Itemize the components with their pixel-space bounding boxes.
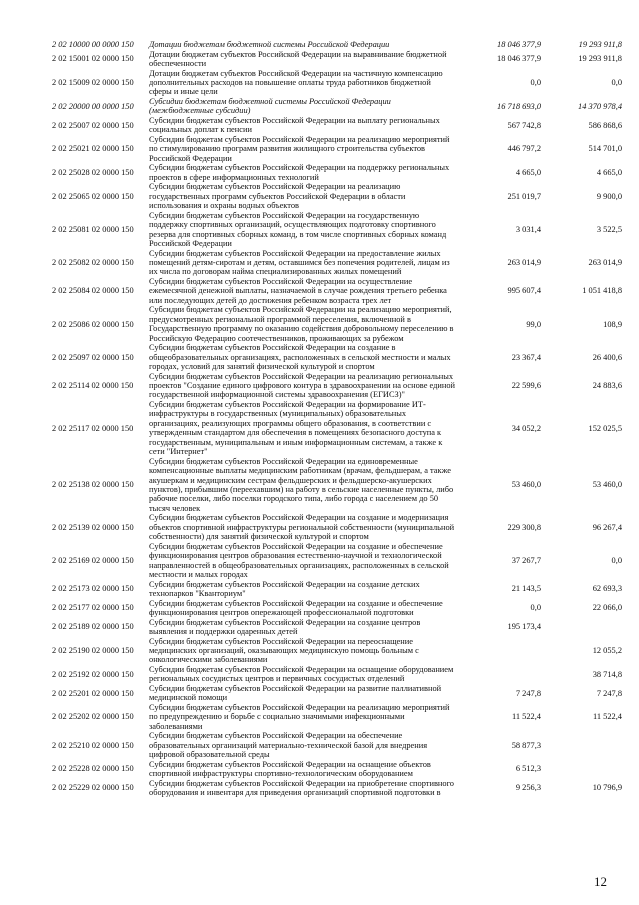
value-year-2-cell: 19 293 911,8 — [578, 54, 622, 64]
revenue-table-body — [52, 40, 622, 798]
table-row — [52, 305, 622, 343]
table-row — [52, 637, 622, 665]
budget-code-cell: 2 02 25177 02 0000 150 — [52, 603, 134, 613]
budget-code-cell: 2 02 25173 02 0000 150 — [52, 584, 134, 594]
budget-code-cell: 2 02 25202 02 0000 150 — [52, 712, 134, 722]
page-number: 12 — [594, 874, 607, 889]
value-year-2-cell: 0,0 — [611, 555, 622, 565]
budget-code-cell: 2 02 10000 00 0000 150 — [52, 40, 134, 49]
table-row — [52, 731, 622, 759]
table-row — [52, 665, 622, 684]
budget-code-cell: 2 02 25117 02 0000 150 — [52, 423, 134, 433]
revenue-name-cell: Дотации бюджетам субъектов Российской Федерации на частичную компенсацию дополнительных расходов на повышение оплаты труда работников бюджетной сферы и иные цели — [149, 68, 443, 97]
value-year-1-cell: 995 607,4 — [507, 286, 541, 296]
revenue-name-cell: Субсидии бюджетам субъектов Российской Федерации на переоснащение медицинских организаций, оказывающих медицинскую помощь больным с онкологическими заболеваниями — [149, 636, 419, 665]
table-row — [52, 779, 622, 798]
value-year-2-cell: 22 066,0 — [592, 603, 622, 613]
value-year-1-cell: 21 143,5 — [511, 584, 541, 594]
value-year-2-cell: 14 370 978,4 — [578, 101, 622, 111]
table-row — [52, 513, 622, 541]
table-row — [52, 760, 622, 779]
table-row — [52, 249, 622, 277]
revenue-name-cell: Субсидии бюджетам субъектов Российской Федерации на единовременные компенсационные выплаты медицинским работникам (врачам, фельдшерам, а также акушеркам и медицинским сестрам фельдшерских и фельдшерско-акушерских пунктов), прибывшим (переехавшим) на работу в сельские населенные пункты, либо рабочие поселки, либо поселки городского типа, либо города с населением до 50 тысяч человек — [149, 456, 454, 513]
value-year-1-cell: 53 460,0 — [511, 480, 541, 490]
table-row — [52, 135, 622, 163]
value-year-2-cell: 62 693,3 — [592, 584, 622, 594]
value-year-2-cell: 7 247,8 — [596, 688, 622, 698]
budget-code-cell: 2 02 15009 02 0000 150 — [52, 78, 134, 87]
revenue-name-cell: Субсидии бюджетам субъектов Российской Федерации на государственную поддержку спортивных организаций, осуществляющих подготовку спортивного резерва для спортивных сборных команд, в том числе спортивных сборных команд Российской Федерации — [149, 210, 447, 249]
budget-code-cell: 2 02 25138 02 0000 150 — [52, 480, 134, 490]
revenue-name-cell: Субсидии бюджетам субъектов Российской Федерации на реализацию мероприятий по предупреждению и борьбе с социально значимыми инфекционными заболеваниями — [149, 702, 450, 731]
value-year-1-cell: 37 267,7 — [511, 555, 541, 565]
revenue-name-cell: Субсидии бюджетам субъектов Российской Федерации на создание центров выявления и поддержки одаренных детей — [149, 617, 421, 636]
budget-code-cell: 2 02 25021 02 0000 150 — [52, 144, 134, 154]
revenue-name-cell: Субсидии бюджетам субъектов Российской Федерации на создание детских технопарков "Кванториум" — [149, 579, 420, 598]
budget-code-cell: 2 02 25210 02 0000 150 — [52, 740, 134, 750]
table-row — [52, 69, 622, 97]
revenue-name-cell: Субсидии бюджетам субъектов Российской Федерации на выплату региональных социальных доплат к пенсии — [149, 116, 440, 135]
revenue-table — [52, 40, 622, 798]
value-year-1-cell: 0,0 — [530, 78, 541, 87]
value-year-2-cell: 514 701,0 — [588, 144, 622, 154]
value-year-2-cell: 53 460,0 — [592, 480, 622, 490]
table-row — [52, 599, 622, 618]
value-year-2-cell — [541, 618, 622, 637]
revenue-name-cell: Субсидии бюджетам субъектов Российской Федерации на поддержку региональных проектов в сфере информационных технологий — [149, 163, 450, 182]
value-year-2-cell: 12 055,2 — [592, 645, 622, 655]
budget-code-cell: 2 02 25097 02 0000 150 — [52, 352, 134, 362]
budget-code-cell: 2 02 25228 02 0000 150 — [52, 764, 134, 774]
budget-revenue-sheet — [52, 40, 622, 798]
value-year-1-cell: 16 718 693,0 — [497, 101, 541, 111]
budget-code-cell: 2 02 25190 02 0000 150 — [52, 645, 134, 655]
revenue-name-cell: Субсидии бюджетам субъектов Российской Федерации на создание и модернизация объектов спортивной инфраструктуры региональной собственности (муниципальной собственности) для занятий физической культурой и спортом — [149, 513, 455, 542]
value-year-1-cell — [459, 665, 541, 684]
value-year-1-cell: 4 665,0 — [515, 168, 541, 178]
value-year-1-cell: 446 797,2 — [507, 144, 541, 154]
value-year-2-cell: 96 267,4 — [592, 522, 622, 532]
table-row — [52, 400, 622, 457]
value-year-2-cell: 24 883,6 — [592, 381, 622, 391]
value-year-2-cell: 263 014,9 — [588, 258, 622, 268]
value-year-2-cell: 0,0 — [611, 78, 622, 87]
budget-code-cell: 2 02 25192 02 0000 150 — [52, 669, 134, 679]
revenue-name-cell: Субсидии бюджетам субъектов Российской Федерации на развитие паллиативной медицинской помощи — [149, 683, 442, 703]
revenue-name-cell: Субсидии бюджетам субъектов Российской Федерации на реализацию региональных проектов "Создание единого цифрового контура в здравоохранении на основе единой государственной информационной системы здравоохранения (ЕГИСЗ)" — [149, 371, 456, 400]
value-year-1-cell: 229 300,8 — [507, 522, 541, 532]
value-year-1-cell: 263 014,9 — [507, 258, 541, 268]
value-year-2-cell: 9 900,0 — [596, 191, 622, 201]
table-row — [52, 372, 622, 400]
revenue-name-cell: Субсидии бюджетам субъектов Российской Федерации на обеспечение образовательных организаций материально-технической базой для внедрения цифровой образовательной среды — [149, 731, 428, 760]
value-year-2-cell: 11 522,4 — [592, 712, 622, 722]
revenue-name-cell: Субсидии бюджетам субъектов Российской Федерации на формирование ИТ-инфраструктуры в государственных (муниципальных) образовательных организациях, реализующих программы общего образования, в соответствии с утвержденным стандартом для обеспечения в помещениях безопасного доступа к государственным, муниципальным и иным информационным системам, а также к сети "Интернет" — [149, 400, 443, 457]
budget-code-cell: 2 02 25139 02 0000 150 — [52, 522, 134, 532]
value-year-1-cell: 9 256,3 — [515, 783, 541, 793]
value-year-2-cell: 38 714,8 — [592, 669, 622, 679]
value-year-2-cell: 19 293 911,8 — [578, 40, 622, 49]
revenue-name-cell: Субсидии бюджетам субъектов Российской Федерации на осуществление ежемесячной денежной выплаты, назначаемой в случае рождения третьего ребенка или последующих детей до достижения ребенком возраста трех лет — [149, 277, 447, 305]
table-row — [52, 703, 622, 731]
budget-code-cell: 2 02 25082 02 0000 150 — [52, 258, 134, 268]
value-year-1-cell: 99,0 — [526, 319, 541, 329]
table-row — [52, 50, 622, 69]
budget-code-cell: 2 02 25189 02 0000 150 — [52, 622, 134, 632]
revenue-name-cell: Субсидии бюджетам субъектов Российской Федерации на оснащение объектов спортивной инфраструктуры спортивно-технологическим оборудованием — [149, 759, 431, 779]
revenue-name-cell: Субсидии бюджетам субъектов Российской Федерации на приобретение спортивного оборудования и инвентаря для приведения организаций спортивной подготовки в — [149, 778, 454, 798]
table-row — [52, 163, 622, 182]
value-year-1-cell: 251 019,7 — [507, 191, 541, 201]
revenue-name-cell: Дотации бюджетам субъектов Российской Федерации на выравнивание бюджетной обеспеченности — [149, 49, 447, 68]
table-row — [52, 618, 622, 637]
value-year-2-cell: 586 868,6 — [588, 120, 622, 130]
revenue-name-cell: Субсидии бюджетам субъектов Российской Федерации на создание в общеобразовательных организациях, расположенных в сельской местности и малых городах, условий для занятий физической культурой и спортом — [149, 343, 451, 372]
table-row — [52, 182, 622, 210]
budget-code-cell: 2 02 25081 02 0000 150 — [52, 224, 134, 234]
revenue-name-cell: Субсидии бюджетам субъектов Российской Федерации на реализацию государственных программ субъектов Российской Федерации в области использования и охраны водных объектов — [149, 182, 406, 211]
value-year-1-cell: 3 031,4 — [515, 224, 541, 234]
value-year-1-cell: 58 877,3 — [511, 740, 541, 750]
value-year-2-cell: 10 796,9 — [592, 783, 622, 793]
revenue-name-cell: Субсидии бюджетам субъектов Российской Федерации на реализацию мероприятий по стимулированию программ развития жилищного строительства субъектов Российской Федерации — [149, 135, 450, 163]
value-year-1-cell: 0,0 — [530, 603, 541, 613]
revenue-name-cell: Субсидии бюджетам субъектов Российской Федерации на создание и обеспечение функционирования центров образования естественно-научной и технологической направленностей в общеобразовательных организациях, расположенных в сельской местности и малых городах — [149, 541, 449, 579]
value-year-1-cell: 34 052,2 — [511, 423, 541, 433]
table-group-row — [52, 97, 622, 116]
budget-code-cell: 2 02 15001 02 0000 150 — [52, 54, 134, 64]
value-year-2-cell: 3 522,5 — [596, 224, 622, 234]
value-year-2-cell — [541, 731, 622, 759]
value-year-2-cell: 1 051 418,8 — [582, 286, 622, 296]
revenue-name-cell: Субсидии бюджетам субъектов Российской Федерации на оснащение оборудованием региональных сосудистых центров и первичных сосудистых отделений — [149, 664, 454, 684]
revenue-name-cell: Дотации бюджетам бюджетной системы Российской Федерации — [149, 40, 390, 49]
value-year-1-cell: 18 046 377,9 — [497, 54, 541, 64]
revenue-name-cell: Субсидии бюджетам субъектов Российской Федерации на предоставление жилых помещений детям-сиротам и детям, оставшимся без попечения родителей, лицам из их числа по договорам найма специализированных жилых помещений — [149, 248, 450, 277]
value-year-1-cell: 6 512,3 — [515, 764, 541, 774]
value-year-1-cell: 567 742,8 — [507, 120, 541, 130]
table-row — [52, 277, 622, 305]
value-year-1-cell: 18 046 377,9 — [497, 40, 541, 49]
value-year-2-cell: 4 665,0 — [596, 168, 622, 178]
budget-code-cell: 2 02 20000 00 0000 150 — [52, 101, 134, 111]
value-year-1-cell: 23 367,4 — [511, 352, 541, 362]
table-row — [52, 116, 622, 135]
value-year-1-cell: 22 599,6 — [511, 381, 541, 391]
value-year-1-cell — [459, 637, 541, 665]
table-group-row — [52, 40, 622, 50]
budget-code-cell: 2 02 25007 02 0000 150 — [52, 120, 134, 130]
value-year-2-cell: 26 400,6 — [592, 352, 622, 362]
budget-code-cell: 2 02 25086 02 0000 150 — [52, 319, 134, 329]
revenue-name-cell: Субсидии бюджетам бюджетной системы Российской Федерации (межбюджетные субсидии) — [149, 97, 391, 116]
table-row — [52, 343, 622, 371]
budget-code-cell: 2 02 25028 02 0000 150 — [52, 168, 134, 178]
value-year-2-cell: 152 025,5 — [588, 423, 622, 433]
budget-code-cell: 2 02 25114 02 0000 150 — [52, 381, 134, 391]
table-row — [52, 457, 622, 514]
table-row — [52, 542, 622, 580]
value-year-1-cell: 7 247,8 — [515, 688, 541, 698]
revenue-name-cell: Субсидии бюджетам субъектов Российской Федерации на создание и обеспечение функционирования центров опережающей профессиональной подготовки — [149, 598, 443, 617]
revenue-name-cell: Субсидии бюджетам субъектов Российской Федерации на реализацию мероприятий, предусмотренных региональной программой переселения, включенной в Государственную программу по оказанию содействия добровольному переселению в Российскую Федерацию соотечественников, проживающих за рубежом — [149, 305, 454, 343]
value-year-2-cell — [541, 760, 622, 779]
value-year-1-cell: 195 173,4 — [507, 622, 541, 632]
budget-code-cell: 2 02 25084 02 0000 150 — [52, 286, 134, 296]
table-row — [52, 684, 622, 703]
budget-code-cell: 2 02 25169 02 0000 150 — [52, 555, 134, 565]
budget-code-cell: 2 02 25229 02 0000 150 — [52, 783, 134, 793]
table-row — [52, 211, 622, 249]
budget-code-cell: 2 02 25065 02 0000 150 — [52, 191, 134, 201]
value-year-1-cell: 11 522,4 — [511, 712, 541, 722]
table-row — [52, 580, 622, 599]
budget-code-cell: 2 02 25201 02 0000 150 — [52, 688, 134, 698]
value-year-2-cell: 108,9 — [603, 319, 622, 329]
